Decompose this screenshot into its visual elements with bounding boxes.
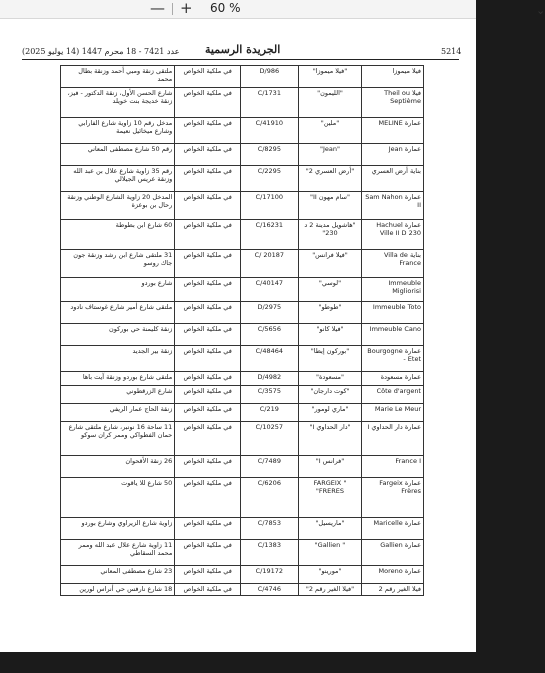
address-cell: 23 شارع مصطفى المعاني [61,566,175,584]
land-title-number-cell: D/986 [241,66,299,88]
building-name-cell: فيلا Theil ou Septième [362,88,424,118]
building-title-cell: "فيلا كانو" [298,324,362,346]
table-row [61,324,424,346]
ownership-cell: في ملكية الخواص [175,66,241,88]
ownership-cell: في ملكية الخواص [175,278,241,302]
address-cell: ملتقى زنقة ومبي أحمد وزنقة بطال محمد [61,66,175,88]
building-name-cell: عمارة Gallien [362,540,424,566]
building-title-cell: "بوركون إيطا" [298,346,362,372]
ownership-cell: في ملكية الخواص [175,518,241,540]
building-title-cell: "مورينو" [298,566,362,584]
building-title-cell: "فيلا ميموزا" [298,66,362,88]
ownership-cell: في ملكية الخواص [175,566,241,584]
ownership-cell: في ملكية الخواص [175,166,241,192]
land-title-number-cell: C/4746 [241,584,299,596]
ownership-cell: في ملكية الخواص [175,404,241,422]
pdf-viewer-toolbar [0,0,545,19]
address-cell: شارع الزرقطوني [61,386,175,404]
address-cell: رقم 50 شارع مصطفى المعاني [61,144,175,166]
land-title-number-cell: C/10257 [241,422,299,456]
zoom-in-button[interactable]: + [180,0,193,17]
table-row [61,118,424,144]
table-row [61,166,424,192]
page-number: 5214 [441,47,462,56]
heritage-register-table [60,65,424,596]
table-row [61,88,424,118]
building-name-cell: عمارة Bourgogne - Etet [362,346,424,372]
header-rule [22,59,459,60]
land-title-number-cell: C/2295 [241,166,299,192]
building-name-cell: Immeuble Cano [362,324,424,346]
chevron-down-icon: ⌄ [536,4,545,17]
address-cell: شارع بوردو [61,278,175,302]
zoom-select[interactable] [206,0,545,18]
address-cell: ملتقى شارع بوردو وزنقة آيت باها [61,372,175,386]
table-row [61,478,424,518]
address-cell: زاوية شارع الزيراوي وشارع بوردو [61,518,175,540]
table-row [61,192,424,220]
address-cell: 50 شارع للا ياقوت [61,478,175,518]
building-name-cell: بناية Villa de France [362,250,424,278]
table-row [61,220,424,250]
table-row [61,456,424,478]
ownership-cell: في ملكية الخواص [175,192,241,220]
table-row [61,422,424,456]
table-row [61,144,424,166]
table-row [61,66,424,88]
table-row [61,372,424,386]
viewer-bottom-bar [0,652,476,673]
building-name-cell: Marie Le Meur [362,404,424,422]
building-title-cell: "كوت دارجان" [298,386,362,404]
address-cell: 60 شارع ابن بطوطة [61,220,175,250]
address-cell: شارع الحسن الأول، زنقة الدكتور - فيز، زنقة خديجة بنت خويلد [61,88,175,118]
ownership-cell: في ملكية الخواص [175,372,241,386]
ownership-cell: في ملكية الخواص [175,422,241,456]
building-title-cell: "لوسي" [298,278,362,302]
table-row [61,302,424,324]
building-name-cell: عمارة دار الحداوي I [362,422,424,456]
table-row [61,404,424,422]
land-title-number-cell: C/16231 [241,220,299,250]
building-name-cell: بناية أرض العسري [362,166,424,192]
address-cell: 26 زنقة الأقحوان [61,456,175,478]
land-title-number-cell: C/219 [241,404,299,422]
address-cell: زنقة كليمنة حي بوركون [61,324,175,346]
ownership-cell: في ملكية الخواص [175,346,241,372]
ownership-cell: في ملكية الخواص [175,478,241,518]
table-row [61,250,424,278]
ownership-cell: في ملكية الخواص [175,88,241,118]
table-row [61,386,424,404]
table-row [61,566,424,584]
address-cell: 31 ملتقى شارع ابن رشد وزنقة جون جاك روسو [61,250,175,278]
land-title-number-cell: C/ 20187 [241,250,299,278]
ownership-cell: في ملكية الخواص [175,324,241,346]
building-name-cell: عمارة MELINE [362,118,424,144]
land-title-number-cell: D/4982 [241,372,299,386]
toolbar-divider [172,3,173,15]
document-page [0,19,476,652]
building-title-cell: "Jean" [298,144,362,166]
land-title-number-cell: D/2975 [241,302,299,324]
land-title-number-cell: C/1731 [241,88,299,118]
address-cell: ملتقى شارع أمير شارع غوستاف نادود [61,302,175,324]
ownership-cell: في ملكية الخواص [175,144,241,166]
building-title-cell: "فيلا فرانس" [298,250,362,278]
ownership-cell: في ملكية الخواص [175,220,241,250]
building-name-cell: فيلا الغير رقم 2 [362,584,424,596]
table-row [61,346,424,372]
address-cell: 11 ساحة 16 نونبر، شارع ملتقى شارع حمان الفطواكي وممر كران سوكو [61,422,175,456]
building-title-cell: "ماريسيل" [298,518,362,540]
land-title-number-cell: C/7489 [241,456,299,478]
building-name-cell: Immeuble Toto [362,302,424,324]
table-row [61,584,424,596]
land-title-number-cell: C/3575 [241,386,299,404]
land-title-number-cell: C/5656 [241,324,299,346]
land-title-number-cell: C/40147 [241,278,299,302]
land-title-number-cell: C/1383 [241,540,299,566]
table-row [61,540,424,566]
page-title: الجريدة الرسمية [205,43,281,56]
building-title-cell: "طوطو" [298,302,362,324]
ownership-cell: في ملكية الخواص [175,118,241,144]
building-name-cell: عمارة Fargeix Frères [362,478,424,518]
land-title-number-cell: C/17100 [241,192,299,220]
ownership-cell: في ملكية الخواص [175,456,241,478]
land-title-number-cell: C/7853 [241,518,299,540]
building-name-cell: عمارة Moreno [362,566,424,584]
address-cell: رقم 35 زاوية شارع علال بن عبد الله وزنقة عريس الجيلالي [61,166,175,192]
land-title-number-cell: C/48464 [241,346,299,372]
address-cell: مدخل رقم 10 زاوية شارع الفارابي وشارع ميخائيل نعيمة [61,118,175,144]
zoom-out-button[interactable]: — [150,0,165,17]
building-title-cell: "هاشويل مدينة 2 د 230" [298,220,362,250]
ownership-cell: في ملكية الخواص [175,540,241,566]
building-name-cell: عمارة Jean [362,144,424,166]
building-title-cell: "فيلا الغير رقم 2" [298,584,362,596]
building-name-cell: عمارة مسعودة [362,372,424,386]
table-row [61,278,424,302]
issue-info: عدد 7421 - 18 محرم 1447 (14 يوليو 2025) [22,47,180,56]
building-name-cell: عمارة Maricelle [362,518,424,540]
building-title-cell: "أرض العسري 2" [298,166,362,192]
building-name-cell: Côte d'argent [362,386,424,404]
ownership-cell: في ملكية الخواص [175,584,241,596]
building-title-cell: "فرانس I" [298,456,362,478]
table-row [61,518,424,540]
ownership-cell: في ملكية الخواص [175,250,241,278]
address-cell: 18 شارع نارفس حي أنراس لورين [61,584,175,596]
address-cell: زنقة الحاج عمار الريفي [61,404,175,422]
land-title-number-cell: C/8295 [241,144,299,166]
building-title-cell: "ماري لومور" [298,404,362,422]
building-name-cell: فيلا ميموزا [362,66,424,88]
zoom-value: 60 % [210,1,241,15]
ownership-cell: في ملكية الخواص [175,302,241,324]
building-title-cell: " FARGEIX FRERES" [298,478,362,518]
building-name-cell: France I [362,456,424,478]
building-name-cell: عمارة Sam Nahon II [362,192,424,220]
address-cell: المدخل 20 زاوية الشارع الوطني وزنقة رحال بن بوعزة [61,192,175,220]
land-title-number-cell: C/6206 [241,478,299,518]
ownership-cell: في ملكية الخواص [175,386,241,404]
building-title-cell: "ملين" [298,118,362,144]
building-name-cell: عمارة Hachuel Ville II D 230 [362,220,424,250]
address-cell: زنقة بير الجديد [61,346,175,372]
building-name-cell: Immeuble Migliorisi [362,278,424,302]
building-title-cell: " Gallien" [298,540,362,566]
building-title-cell: "دار الحداوي I" [298,422,362,456]
building-title-cell: "الليمون" [298,88,362,118]
building-title-cell: "مسعودة" [298,372,362,386]
land-title-number-cell: C/41910 [241,118,299,144]
address-cell: 11 زاوية شارع علال عبد الله وممر محمد السقاطي [61,540,175,566]
building-title-cell: "سام مهون II" [298,192,362,220]
land-title-number-cell: C/19172 [241,566,299,584]
